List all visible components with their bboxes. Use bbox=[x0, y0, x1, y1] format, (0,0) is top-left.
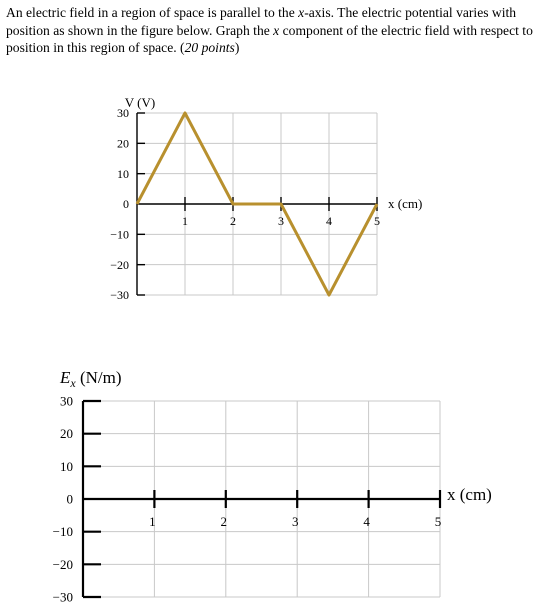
field-y-tick-label: 30 bbox=[60, 393, 73, 409]
field-x-axis-label: x (cm) bbox=[447, 485, 492, 504]
problem-text-1: An electric field in a region of space is parallel to the bbox=[6, 5, 299, 20]
potential-x-tick-label: 2 bbox=[230, 214, 236, 228]
electric-field-chart bbox=[53, 368, 492, 605]
field-y-tick-label: 20 bbox=[60, 426, 73, 442]
field-y-tick-label: −20 bbox=[52, 556, 73, 572]
potential-y-tick-label: −20 bbox=[110, 257, 129, 272]
field-x-tick-label: 1 bbox=[149, 514, 156, 529]
potential-y-tick-label: −10 bbox=[110, 227, 129, 242]
field-y-axis-label: $E_x$ (N/m) bbox=[60, 368, 122, 390]
potential-y-tick-label: 30 bbox=[117, 106, 129, 121]
potential-y-tick-label: 10 bbox=[117, 166, 129, 181]
problem-points: 20 points bbox=[184, 40, 235, 55]
potential-y-tick-label: 20 bbox=[117, 136, 129, 151]
field-x-tick-label: 5 bbox=[434, 514, 442, 529]
field-y-tick-label: 10 bbox=[60, 458, 73, 474]
field-x-tick-label: 2 bbox=[220, 514, 228, 529]
potential-y-tick-label: 0 bbox=[123, 197, 129, 212]
field-y-tick-label: −10 bbox=[52, 524, 73, 540]
problem-text-3: component of the electric field with respect to position in this region of space. ( bbox=[6, 22, 533, 55]
potential-x-axis-label: x (cm) bbox=[388, 196, 423, 211]
problem-x-var: x bbox=[298, 5, 305, 20]
field-y-tick-label: −30 bbox=[52, 589, 73, 605]
potential-y-tick-label: −30 bbox=[110, 288, 129, 303]
potential-x-tick-label: 4 bbox=[326, 214, 332, 228]
field-y-tick-label: 0 bbox=[66, 491, 73, 507]
problem-x-var-2: x bbox=[273, 22, 280, 38]
potential-x-tick-label: 1 bbox=[182, 214, 188, 228]
potential-x-tick-label: 5 bbox=[374, 214, 380, 228]
potential-chart bbox=[110, 95, 422, 302]
field-x-tick-label: 4 bbox=[363, 514, 370, 529]
potential-y-axis-label: V (V) bbox=[124, 95, 156, 110]
problem-text-4: ) bbox=[234, 40, 240, 55]
problem-text-2: -axis. The electric potential varies with position as shown in the figure below. Graph the bbox=[6, 5, 517, 38]
potential-x-tick-label: 3 bbox=[278, 214, 284, 228]
field-x-tick-label: 3 bbox=[291, 514, 299, 529]
